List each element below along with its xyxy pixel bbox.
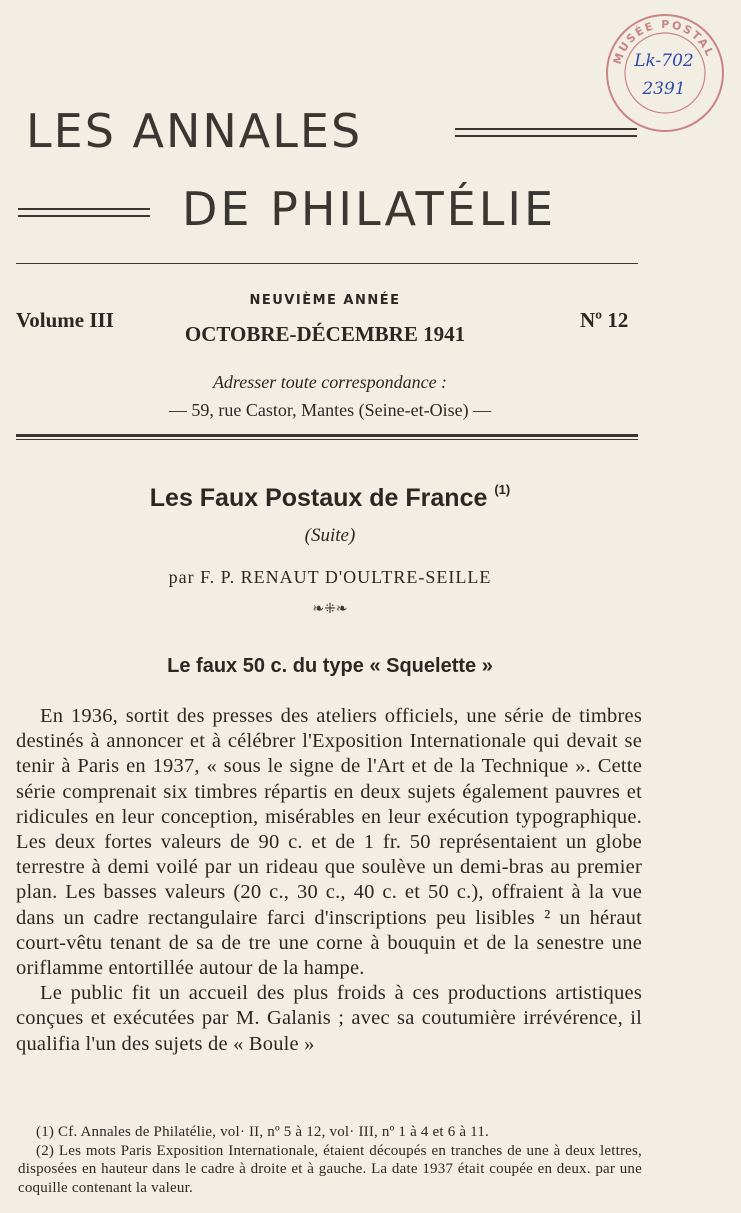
- footnotes: [18, 1123, 642, 1197]
- library-stamp: [604, 12, 726, 134]
- article-title-text: Les Faux Postaux de France: [149, 484, 488, 512]
- article-continuation: (Suite): [304, 525, 356, 546]
- stamp-number: 2391: [642, 79, 686, 99]
- ornament-divider: ❧⁜❧: [312, 602, 348, 617]
- footnote-1: (1) Cf. Annales de Philatélie, vol· II, nº 5 à 12, vol· III, nº 1 à 4 et 6 à 11.: [36, 1124, 489, 1140]
- article-title-footnote-ref: (1): [494, 482, 511, 497]
- correspondence-label: Adresser toute correspondance :: [212, 372, 448, 392]
- year-label: NEUVIÈME ANNÉE: [249, 293, 401, 308]
- masthead-rule-left: [18, 208, 150, 217]
- article-title: [0, 482, 660, 513]
- volume-label: Volume III: [16, 308, 114, 332]
- paragraph-1: En 1936, sortit des presses des ateliers officiels, une série de timbres destinés à annoncer et à célébrer l'Exposition Internationale qui devait se tenir à Paris en 1937, « sous le signe de l'Art et de la Technique ». Cette série comprenait six timbres répartis en deux sujets également pauvres et ridicules en leur conception, misérables en leur exécution typographique. Les deux fortes valeurs de 90 c. et de 1 fr. 50 représentaient un globe terrestre à demi voilé par un rideau que soulève un demi-bras au premier plan. Les basses valeurs (20 c., 30 c., 40 c. et 50 c.), offraient à la vue dans un cadre rectangulaire farci d'inscriptions peu lisibles ² un héraut court-vêtu tenant de sa de tre une corne à bouquin et de la senestre une oriflamme entortillée autour de la hampe.: [16, 705, 642, 980]
- stamp-ring-text: MUSÉE POSTAL: [610, 17, 717, 66]
- header-divider: [16, 434, 638, 440]
- correspondence-address: — 59, rue Castor, Mantes (Seine-et-Oise) —: [168, 400, 492, 420]
- section-title: Le faux 50 c. du type « Squelette »: [167, 655, 493, 677]
- masthead-line1: LES ANNALES: [26, 104, 363, 158]
- stamp-shelfmark: Lk-702: [634, 51, 694, 71]
- masthead-line2: DE PHILATÉLIE: [182, 182, 557, 236]
- masthead-rule-right: [455, 128, 637, 137]
- paragraph-2: Le public fit un accueil des plus froids à ces productions artistiques conçues et exécutées par M. Galanis ; avec sa coutumière irrévérence, il qualifia l'un des sujets de « Boule »: [16, 982, 642, 1055]
- masthead-divider: [16, 263, 638, 264]
- footnote-2: (2) Les mots Paris Exposition Internationale, étaient découpés en tranches de une à deux lettres, disposées en hauteur dans le cadre à droite et à gauche. La date 1937 était coupée en deux. par une coquille contenant la valeur.: [18, 1142, 642, 1196]
- article-body: [16, 704, 642, 1057]
- article-author: par F. P. RENAUT D'OULTRE-SEILLE: [168, 567, 492, 587]
- issue-period: OCTOBRE-DÉCEMBRE 1941: [184, 322, 466, 346]
- issue-number: Nº 12: [580, 308, 629, 332]
